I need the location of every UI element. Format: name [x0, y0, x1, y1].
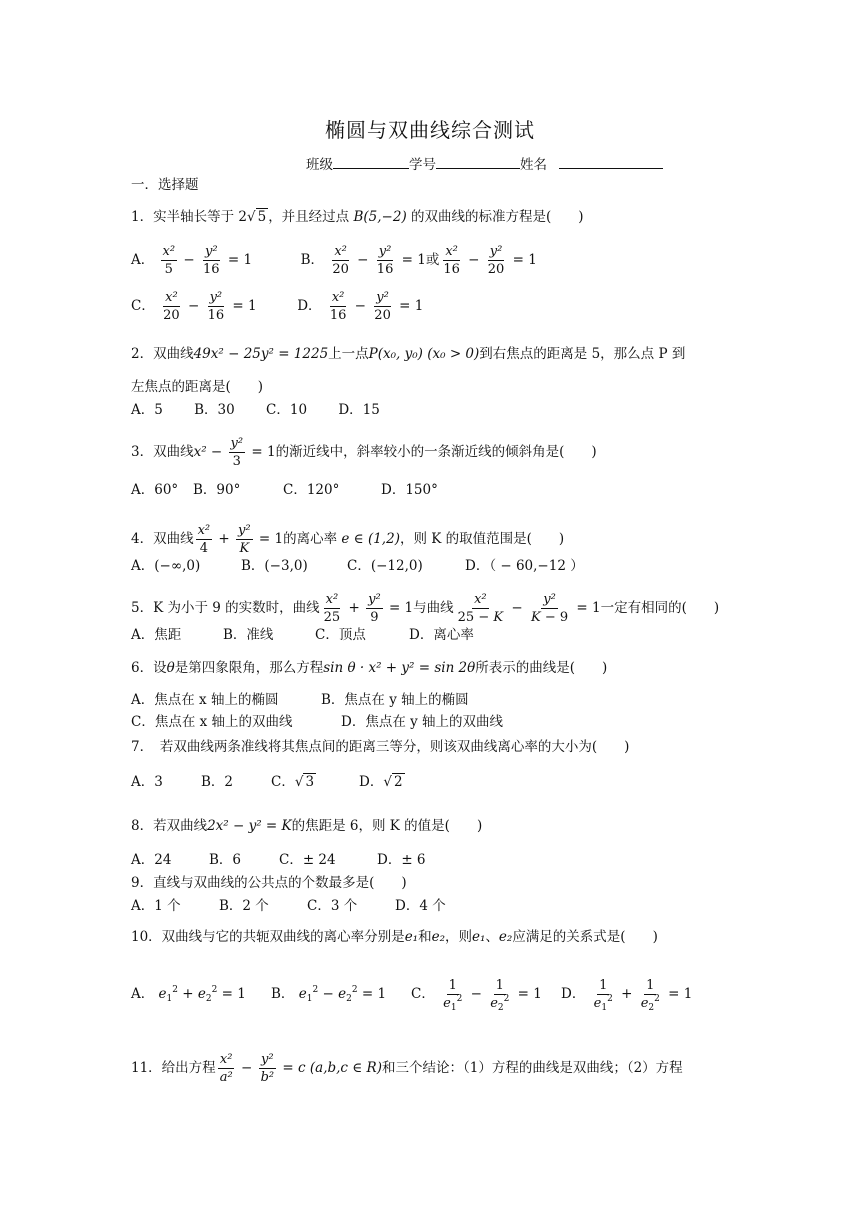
question-9: 9．直线与双曲线的公共点的个数最多是( ): [131, 875, 407, 891]
question-9-options: A．1 个 B．2 个 C．3 个 D．4 个: [131, 898, 446, 914]
question-4: 4．双曲线 $\frac{\text{x²}}{4}$ + $\frac{\text{y²}}{K}$ = 1的离心率 e ∈ (1,2)，则 K 的取值范围是( ): [131, 523, 565, 556]
question-7-options: A．3 B．2 C．√ 3 D．√ 2: [131, 774, 403, 790]
question-6: 6．设θ是第四象限角，那么方程sin θ · x² + y² = sin 2θ所表示的曲线是( ): [131, 660, 608, 676]
question-2-options: A．5 B．30 C．10 D．15: [131, 402, 380, 418]
question-4-options: A．(−∞,0) B．(−3,0) C．(−12,0) D．（ − 60,−12 ）: [131, 558, 584, 574]
name-label: 姓名: [520, 157, 547, 173]
class-field: [333, 154, 409, 169]
question-6-options-ab: A．焦点在 x 轴上的椭圆 B．焦点在 y 轴上的椭圆: [131, 692, 469, 708]
question-7: 7． 若双曲线两条准线将其焦点间的距离三等分，则该双曲线离心率的大小为( ): [131, 739, 630, 755]
question-11: 11．给出方程 $\frac{\text{x²}}{\text{a²}}$ − $\frac{\text{y²}}{\text{b²}}$ = c (a,b,c ∈ R)和三个结论：（1）方程的曲线是双曲线；（2）方程: [131, 1052, 683, 1085]
question-6-options-cd: C．焦点在 x 轴上的双曲线 D．焦点在 y 轴上的双曲线: [131, 714, 504, 730]
question-1: 1．实半轴长等于 2√ 5 ，并且经过点 B(5,−2) 的双曲线的标准方程是( ): [131, 209, 584, 225]
section-heading: 一．选择题: [131, 177, 199, 193]
question-1-options-ab: A． $\frac{\text{x²}}{5}$ − $\frac{\text{y²}}{16}$ = 1 B． $\frac{\text{x²}}{20}$ − $\frac{\text{y²}}{16}$ = 1或 $\frac{\text{x²}}{16}$ − $\frac{\text{y²}}{20}$ = 1: [131, 244, 537, 277]
page-title: 椭圆与双曲线综合测试: [325, 118, 535, 142]
question-10: 10．双曲线与它的共轭双曲线的离心率分别是e₁和e₂，则e₁、e₂应满足的关系式是( ): [131, 929, 658, 945]
question-8: 8．若双曲线2x² − y² = K的焦距是 6，则 K 的值是( ): [131, 818, 483, 834]
question-3: 3．双曲线x² − $\frac{\text{y²}}{3}$ = 1的渐近线中，斜率较小的一条渐近线的倾斜角是( ): [131, 436, 597, 469]
name-field: [559, 154, 663, 169]
question-3-options: A．60° B．90° C．120° D．150°: [131, 482, 438, 498]
id-field: [436, 154, 520, 169]
question-1-options-cd: C． $\frac{\text{x²}}{20}$ − $\frac{\text{y²}}{16}$ = 1 D． $\frac{\text{x²}}{16}$ − $\frac{\text{y²}}{20}$ = 1: [131, 290, 424, 323]
question-5: 5．K 为小于 9 的实数时，曲线 $\frac{\text{x²}}{25}$ + $\frac{\text{y²}}{9}$ = 1与曲线 $\frac{\text{x²}}{25 - K}$ − $\frac{\text{y²}}{K - 9}$ = 1一定有相同的( ): [131, 592, 720, 625]
class-label: 班级: [306, 157, 333, 173]
question-2-line-2: 左焦点的距离是( ): [131, 379, 264, 395]
student-info-row: [306, 154, 663, 175]
question-5-options: A．焦距 B．准线 C．顶点 D．离心率: [131, 627, 474, 643]
question-2: 2．双曲线49x² − 25y² = 1225上一点P(x₀, y₀) (x₀ > 0)到右焦点的距离是 5，那么点 P 到: [131, 346, 686, 362]
question-8-options: A．24 B．6 C．± 24 D．± 6: [131, 852, 426, 868]
id-label: 学号: [409, 157, 436, 173]
question-10-options: A． $e_1^2 + e_2^2 = 1$ B． $e_1^2 - e_2^2 = 1$ C． $\frac{1}{e_1^2}$ − $\frac{1}{e_2^2}$ = 1 D． $\frac{1}{e_1^2}$ + $\frac{1}{e_2^2}$ = 1: [131, 978, 693, 1013]
